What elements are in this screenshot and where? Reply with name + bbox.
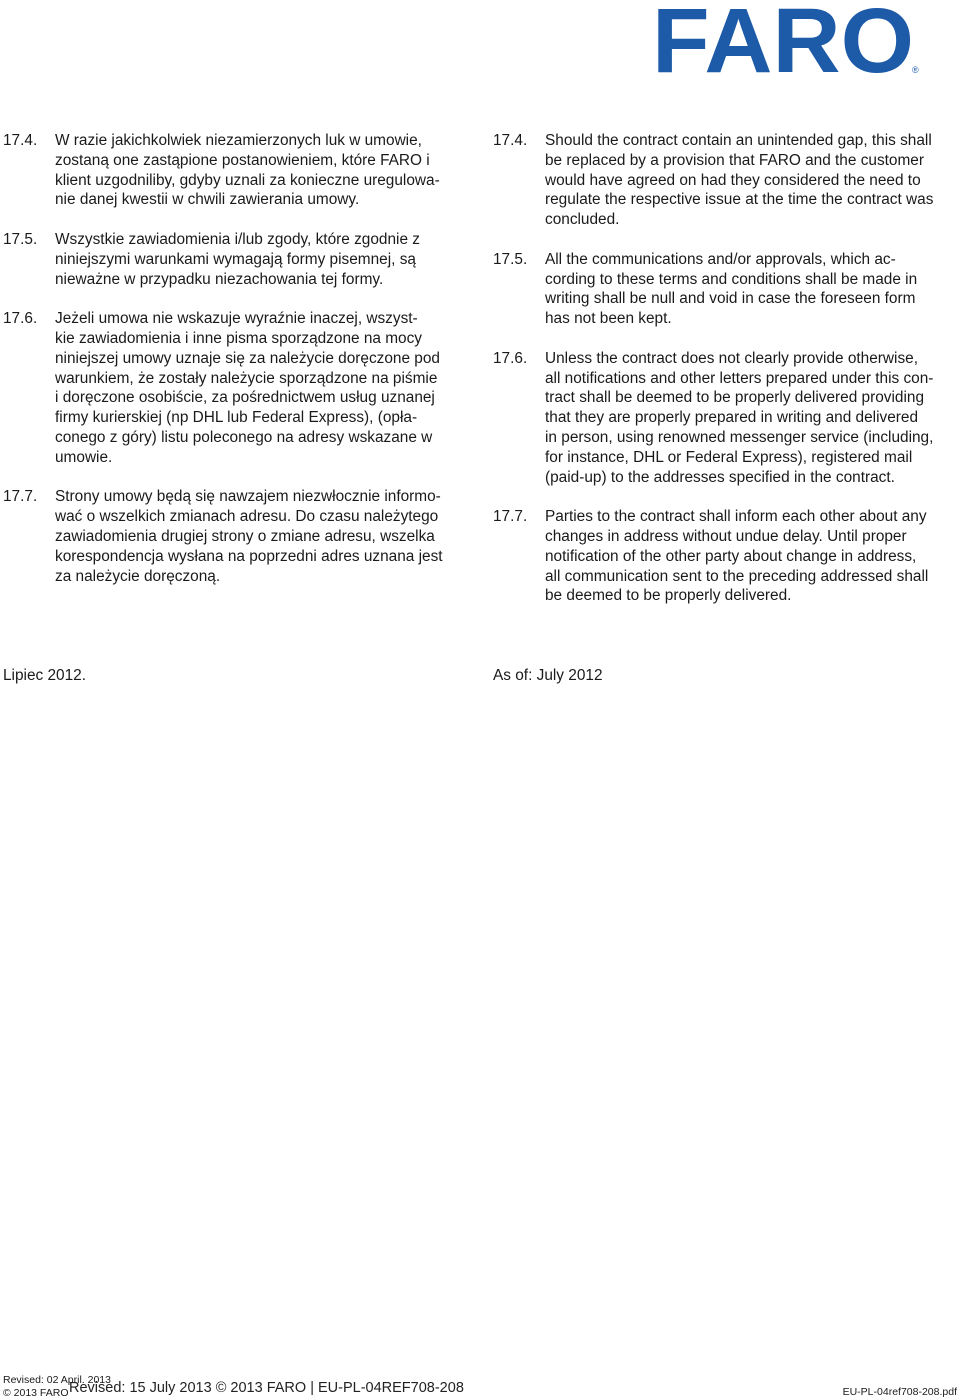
english-date: As of: July 2012 — [493, 667, 603, 684]
clause-number: 17.7. — [3, 488, 38, 506]
clause-line: W razie jakichkolwiek niezamierzonych luk w umowie, — [55, 132, 422, 149]
clause-17-4 — [3, 131, 473, 210]
clause-line: writing shall be null and void in case the foreseen form — [545, 290, 916, 308]
clause-line: regulate the respective issue at the time the contract was — [545, 191, 934, 209]
clause-17-7 — [493, 507, 960, 606]
faro-logo-text: FARO — [652, 2, 914, 74]
clause-line: in person, using renowned messenger service (including, — [545, 428, 934, 446]
clause-line: Strony umowy będą się nawzajem niezwłocznie informo- — [55, 488, 441, 506]
clause-line: i doręczone osobiście, za pośrednictwem usług uznanej — [55, 389, 435, 407]
clause-line: has not been kept. — [545, 310, 672, 328]
clause-text — [55, 487, 473, 586]
registered-mark: ® — [912, 65, 919, 74]
clause-line: be replaced by a provision that FARO and the customer — [545, 151, 924, 169]
clause-number: 17.5. — [3, 230, 38, 248]
clause-line: kie zawiadomienia i inne pisma sporządzone na mocy — [55, 329, 423, 347]
clause-text — [55, 309, 473, 467]
clause-line: concluded. — [545, 211, 620, 229]
clause-text — [545, 507, 960, 606]
clause-line: warunkiem, że zostały należycie sporządzone na piśmie — [55, 369, 438, 387]
clause-line: conego z góry) listu poleconego na adresy wskazane w — [55, 428, 433, 446]
footer-filename: EU-PL-04ref708-208.pdf — [842, 1386, 957, 1398]
clause-line: Parties to the contract shall inform each other about any — [545, 508, 927, 526]
footer-copyright-small: © 2013 FARO — [3, 1387, 69, 1399]
clause-line: all communication sent to the preceding addressed shall — [545, 567, 929, 585]
clause-line: wać o wszelkich zmianach adresu. Do czasu należytego — [55, 508, 439, 526]
clause-17-5 — [493, 250, 960, 329]
clause-line: niniejszymi warunkami wymagają formy pisemnej, są — [55, 250, 416, 268]
clause-line: klient uzgodniliby, gdyby uznali za konieczne uregulowa- — [55, 171, 440, 189]
clause-text — [545, 349, 960, 488]
clause-17-4 — [493, 131, 960, 230]
clause-number: 17.4. — [3, 132, 38, 149]
clause-text — [55, 131, 473, 210]
clause-line: be deemed to be properly delivered. — [545, 587, 792, 605]
clause-17-6 — [3, 309, 473, 467]
clause-number: 17.6. — [493, 349, 528, 367]
clause-line: umowie. — [55, 448, 113, 466]
clause-line: changes in address without undue delay. Until proper — [545, 527, 907, 545]
clause-line: nieważne w przypadku niezachowania tej formy. — [55, 270, 384, 288]
clause-text — [545, 131, 960, 230]
clause-line: (paid-up) to the addresses specified in the contract. — [545, 468, 895, 486]
clause-17-6 — [493, 349, 960, 488]
polish-column — [3, 131, 473, 606]
english-column — [493, 131, 960, 626]
clause-line: nie danej kwestii w chwili zawierania umowy. — [55, 191, 360, 209]
clause-line: would have agreed on had they considered the need to — [545, 171, 921, 189]
clause-line: Should the contract contain an unintended gap, this shall — [545, 132, 932, 149]
clause-number: 17.6. — [3, 310, 38, 328]
clause-line: Jeżeli umowa nie wskazuje wyraźnie inaczej, wszyst- — [55, 310, 418, 328]
clause-number: 17.4. — [493, 132, 528, 149]
polish-date: Lipiec 2012. — [3, 667, 87, 684]
clause-line: zostaną one zastąpione postanowieniem, które FARO i — [55, 151, 430, 169]
clause-line: zawiadomienia drugiej strony o zmiane adresu, wszelka — [55, 527, 435, 545]
clause-17-5 — [3, 230, 473, 289]
clause-number: 17.7. — [493, 508, 528, 526]
clause-line: All the communications and/or approvals, which ac- — [545, 250, 896, 268]
clause-line: all notifications and other letters prepared under this con- — [545, 369, 934, 387]
clause-line: Wszystkie zawiadomienia i/lub zgody, które zgodnie z — [55, 230, 420, 248]
footer-revised-small: Revised: 02 April. 2013 — [3, 1374, 111, 1386]
clause-number: 17.5. — [493, 250, 528, 268]
clause-line: that they are properly prepared in writing and delivered — [545, 409, 919, 427]
clause-line: cording to these terms and conditions shall be made in — [545, 270, 918, 288]
clause-line: tract shall be deemed to be properly delivered providing — [545, 389, 925, 407]
clause-line: niniejszej umowy uznaje się za należycie doręczone pod — [55, 349, 440, 367]
clause-line: Unless the contract does not clearly provide otherwise, — [545, 349, 918, 367]
clause-line: korespondencja wysłana na poprzedni adres uznana jest — [55, 547, 443, 565]
clause-line: notification of the other party about change in address, — [545, 547, 917, 565]
footer-revised-large: Revised: 15 July 2013 © 2013 FARO | EU-PL-04REF708-208 — [69, 1380, 464, 1396]
clause-line: for instance, DHL or Federal Express), registered mail — [545, 448, 913, 466]
clause-line: firmy kurierskiej (np DHL lub Federal Express), (opła- — [55, 409, 418, 427]
clause-text — [55, 230, 473, 289]
clause-line: za należycie doręczoną. — [55, 567, 221, 585]
clause-17-7 — [3, 487, 473, 586]
clause-text — [545, 250, 960, 329]
faro-logo — [652, 2, 924, 74]
